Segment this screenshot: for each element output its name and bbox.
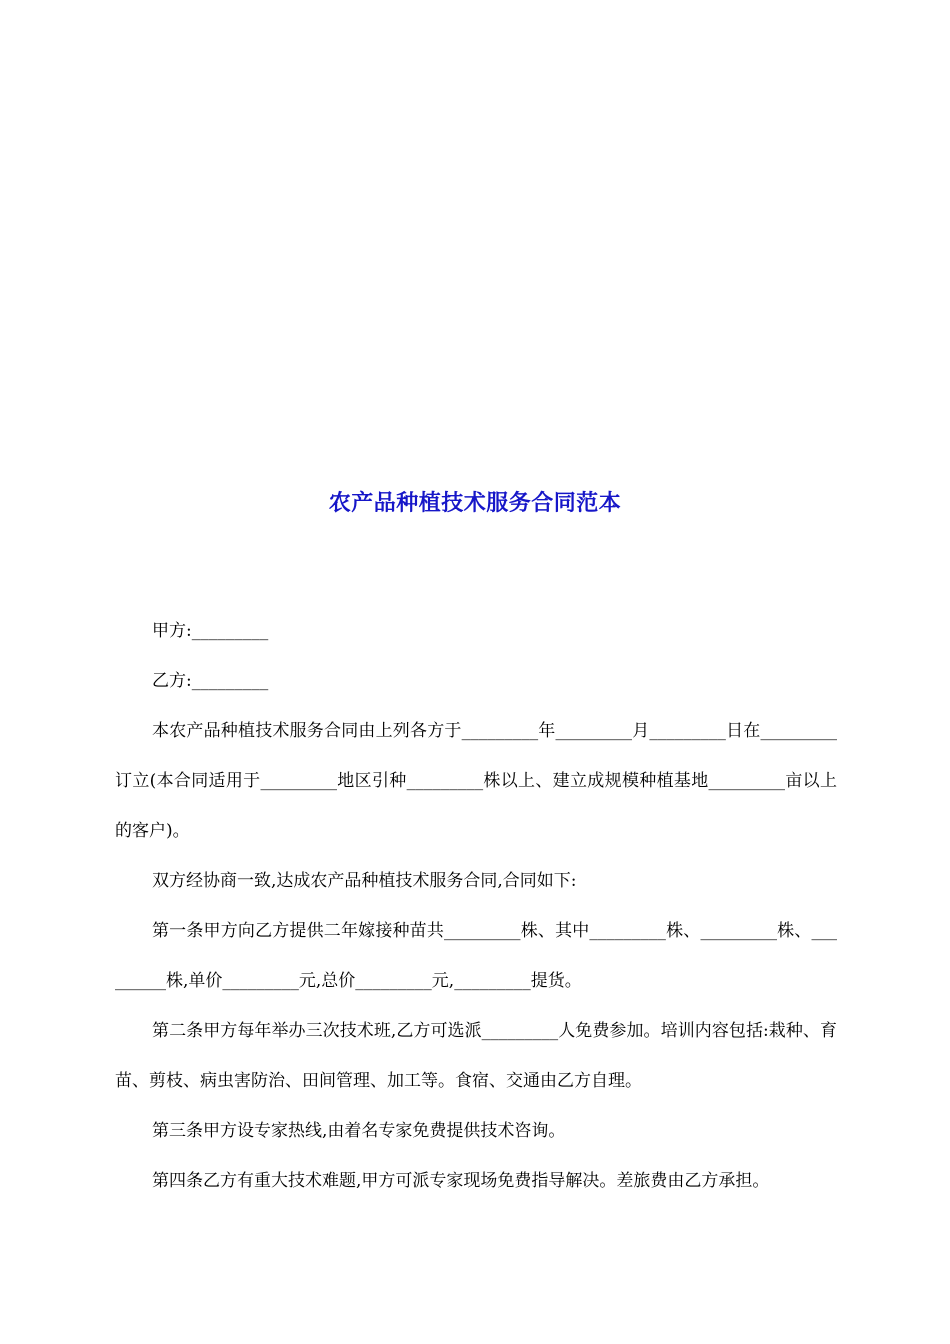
document-title: 农产品种植技术服务合同范本 (328, 490, 622, 516)
article-1-paragraph: 第一条甲方向乙方提供二年嫁接种苗共_________株、其中_________株、_________株、_________株,单价_________元,总价_________元,_________提货。 (115, 921, 837, 991)
agreement-paragraph: 双方经协商一致,达成农产品种植技术服务合同,合同如下: (152, 871, 577, 891)
party-a-line: 甲方:_________ (152, 621, 269, 641)
intro-paragraph: 本农产品种植技术服务合同由上列各方于_________年_________月_________日在_________订立(本合同适用于_________地区引种_________株以上、建立成规模种植基地_________亩以上的客户)。 (115, 721, 837, 841)
article-2-paragraph: 第二条甲方每年举办三次技术班,乙方可选派_________人免费参加。培训内容包括:栽种、育苗、剪枝、病虫害防治、田间管理、加工等。食宿、交通由乙方自理。 (115, 1021, 837, 1091)
document-body (115, 606, 837, 1206)
article-3-paragraph: 第三条甲方设专家热线,由着名专家免费提供技术咨询。 (152, 1121, 566, 1141)
article-4-paragraph: 第四条乙方有重大技术难题,甲方可派专家现场免费指导解决。差旅费由乙方承担。 (152, 1171, 770, 1191)
party-b-line: 乙方:_________ (152, 671, 269, 691)
